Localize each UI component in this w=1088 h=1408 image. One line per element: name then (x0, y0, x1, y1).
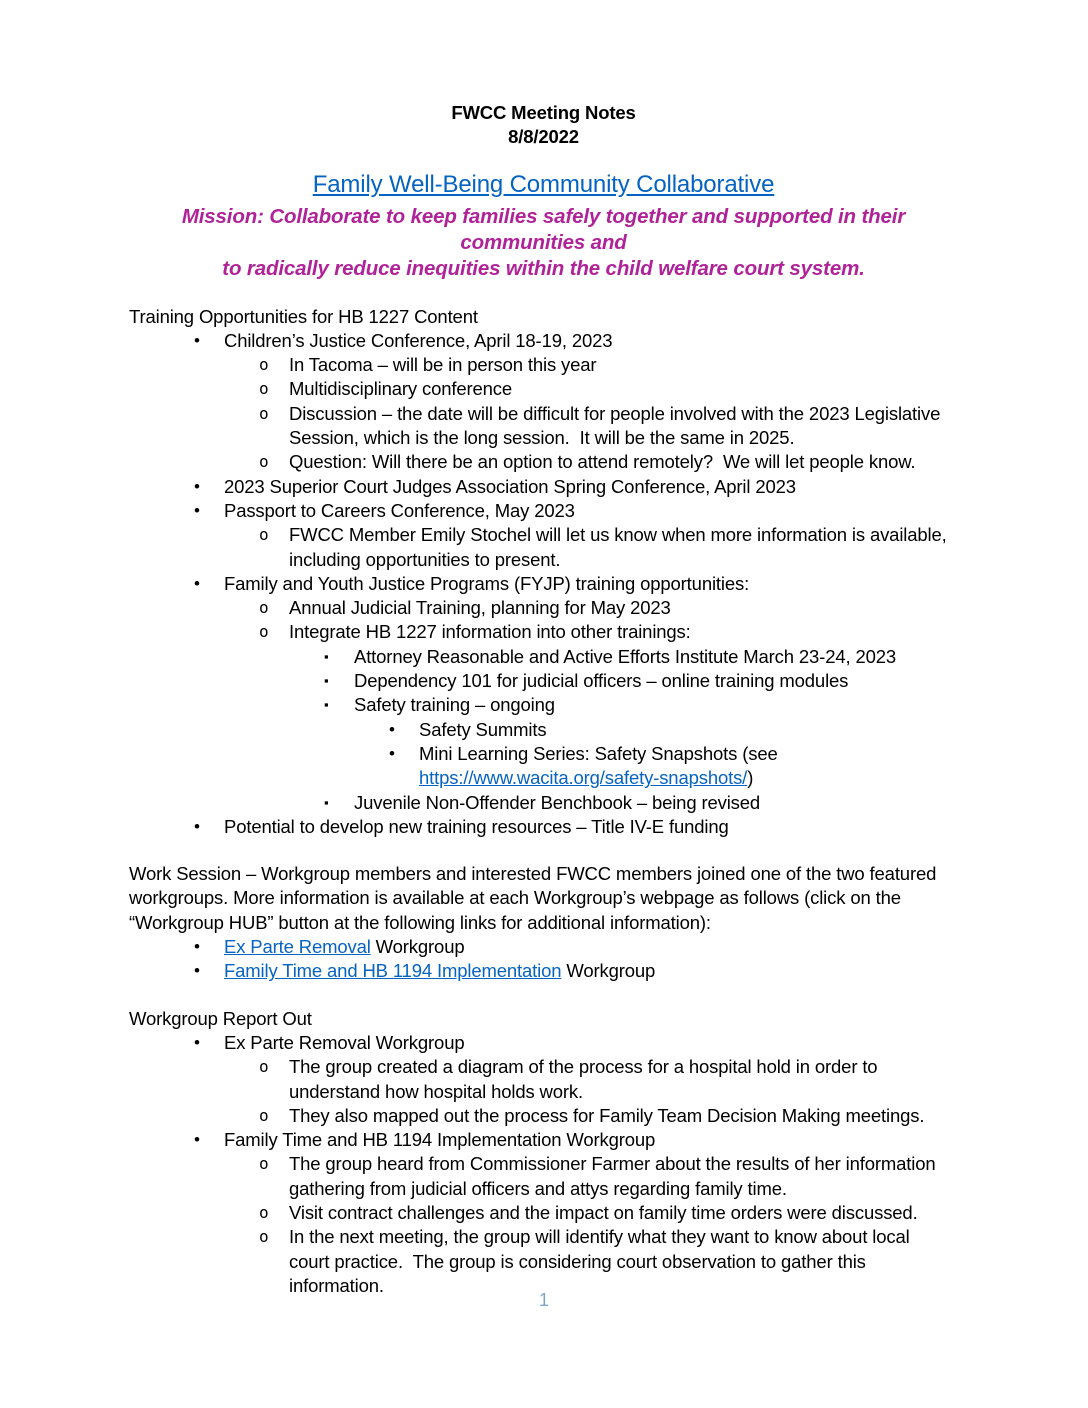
bullet-line (289, 1250, 958, 1274)
bullet-marker: o (259, 403, 269, 423)
bullet-item (129, 450, 958, 474)
ex-parte-removal-link[interactable]: Ex Parte Removal (224, 936, 371, 958)
work-session-paragraph (129, 862, 958, 935)
bullet-line (289, 1177, 958, 1201)
bullet-item (129, 499, 958, 523)
bullet-marker: o (259, 525, 269, 545)
text-run: ) (747, 767, 754, 789)
bullet-item (129, 815, 958, 839)
text-run: Question: Will there be an option to attend remotely? We will let people know. (289, 451, 916, 473)
bullet-item (129, 1055, 958, 1104)
bullet-marker: ▪ (324, 648, 329, 664)
bullet-marker: ▪ (324, 673, 329, 689)
paragraph-line (129, 305, 958, 329)
text-run: gathering from judicial officers and attys regarding family time. (289, 1177, 787, 1199)
bullet-line (419, 718, 958, 742)
bullet-line (224, 1031, 958, 1055)
safety-snapshots-link[interactable]: https://www.wacita.org/safety-snapshots/ (419, 767, 748, 789)
text-run: In the next meeting, the group will identify what they want to know about local (289, 1226, 910, 1248)
bullet-line (224, 815, 958, 839)
text-run: Attorney Reasonable and Active Efforts Institute March 23-24, 2023 (354, 645, 897, 667)
section-heading-report-out (129, 1007, 958, 1031)
bullet-line (289, 402, 958, 426)
text-run: Annual Judicial Training, planning for May 2023 (289, 597, 671, 619)
mission-line: to radically reduce inequities within the child welfare court system. (222, 256, 865, 280)
bullet-marker: o (259, 1105, 269, 1125)
document-body (129, 101, 958, 1298)
bullet-marker: • (194, 816, 200, 836)
text-run: Children’s Justice Conference, April 18-19, 2023 (224, 329, 613, 351)
text-run: Training Opportunities for HB 1227 Content (129, 305, 478, 327)
bullet-marker: • (194, 330, 200, 350)
text-run: Multidisciplinary conference (289, 378, 513, 400)
bullet-item (129, 959, 958, 983)
bullet-item (129, 1201, 958, 1225)
text-run: Family Time and HB 1194 Implementation Workgroup (224, 1129, 656, 1151)
bullet-item (129, 572, 958, 596)
bullet-line (224, 959, 958, 983)
bullet-line (289, 426, 958, 450)
text-run: Passport to Careers Conference, May 2023 (224, 499, 575, 521)
text-run: The group heard from Commissioner Farmer about the results of her information (289, 1153, 936, 1175)
bullet-line (289, 353, 958, 377)
bullet-item (129, 1104, 958, 1128)
section-heading-training (129, 305, 958, 329)
mission-line: Mission: Collaborate to keep families safely together and supported in their communities and (181, 204, 911, 254)
text-run: Safety Summits (419, 718, 547, 740)
bullet-marker: • (194, 1130, 200, 1150)
doc-title: FWCC Meeting Notes (451, 102, 636, 123)
bullet-item (129, 1152, 958, 1201)
text-run: In Tacoma – will be in person this year (289, 354, 597, 376)
bullet-item (129, 475, 958, 499)
bullet-line (289, 1225, 958, 1249)
text-run: court practice. The group is considering court observation to gather this (289, 1250, 866, 1272)
text-run: Visit contract challenges and the impact on family time orders were discussed. (289, 1201, 918, 1223)
paragraph-line (129, 1007, 958, 1031)
bullet-line (289, 596, 958, 620)
bullet-marker: o (259, 1154, 269, 1174)
bullet-line (419, 766, 958, 790)
bullet-item (129, 523, 958, 572)
bullet-line (289, 1055, 958, 1079)
bullet-line (289, 1152, 958, 1176)
bullet-marker: o (259, 1057, 269, 1077)
text-run: They also mapped out the process for Family Team Decision Making meetings. (289, 1104, 925, 1126)
text-run: Integrate HB 1227 information into other trainings: (289, 621, 691, 643)
text-run: Workgroup (370, 936, 465, 958)
bullet-line (224, 572, 958, 596)
page-number: 1 (538, 1290, 549, 1310)
bullet-line (354, 645, 958, 669)
bullet-item (129, 1128, 958, 1152)
bullet-marker: o (259, 355, 269, 375)
bullet-line (354, 669, 958, 693)
text-run: Juvenile Non-Offender Benchbook – being revised (354, 791, 761, 813)
doc-date: 8/8/2022 (508, 126, 579, 148)
text-run: The group created a diagram of the process for a hospital hold in order to (289, 1056, 878, 1078)
bullet-marker: • (194, 573, 200, 593)
bullet-item (129, 1225, 958, 1298)
bullet-marker: o (259, 1227, 269, 1247)
text-run: Family and Youth Justice Programs (FYJP) training opportunities: (224, 572, 750, 594)
bullet-item (129, 742, 958, 791)
paragraph-line (129, 862, 958, 886)
text-run: Dependency 101 for judicial officers – online training modules (354, 670, 849, 692)
bullet-line (224, 499, 958, 523)
bullet-marker: o (259, 1202, 269, 1222)
bullet-marker: ▪ (324, 697, 329, 713)
text-run: workgroups. More information is available at each Workgroup’s webpage as follows (click on the (129, 887, 901, 909)
text-run: Safety training – ongoing (354, 694, 555, 716)
text-run: Ex Parte Removal Workgroup (224, 1031, 465, 1053)
bullet-line (289, 548, 958, 572)
bullet-item (129, 935, 958, 959)
bullet-line (289, 450, 958, 474)
bullet-line (289, 1104, 958, 1128)
bullet-line (224, 935, 958, 959)
text-run: Potential to develop new training resources – Title IV-E funding (224, 815, 729, 837)
text-run: Mini Learning Series: Safety Snapshots (see (419, 742, 778, 764)
bullet-line (419, 742, 958, 766)
bullet-line (224, 329, 958, 353)
bullet-marker: • (389, 719, 395, 739)
bullet-marker: • (194, 500, 200, 520)
bullet-marker: • (194, 961, 200, 981)
text-run: Workgroup Report Out (129, 1007, 312, 1029)
bullet-line (224, 1128, 958, 1152)
bullet-line (354, 791, 958, 815)
bullet-item (129, 718, 958, 742)
bullet-item (129, 791, 958, 815)
bullet-marker: o (259, 452, 269, 472)
bullet-item (129, 329, 958, 353)
bullet-item (129, 402, 958, 451)
family-time-hb1194-link[interactable]: Family Time and HB 1194 Implementation (224, 960, 562, 982)
bullet-line (354, 693, 958, 717)
text-run: including opportunities to present. (289, 548, 561, 570)
bullet-line (289, 1201, 958, 1225)
text-run: Work Session – Workgroup members and interested FWCC members joined one of the two featured (129, 863, 937, 885)
bullet-item (129, 669, 958, 693)
paragraph-line (129, 911, 958, 935)
bullet-marker: • (389, 743, 395, 763)
text-run: “Workgroup HUB” button at the following links for additional information): (129, 911, 711, 933)
bullet-line (289, 620, 958, 644)
bullet-item (129, 693, 958, 717)
bullet-marker: o (259, 379, 269, 399)
bullet-line (289, 1080, 958, 1104)
bullet-item (129, 353, 958, 377)
bullet-marker: ▪ (324, 794, 329, 810)
bullet-item (129, 620, 958, 644)
org-title-row (129, 170, 958, 200)
bullet-marker: o (259, 598, 269, 618)
bullet-item (129, 645, 958, 669)
text-run: 2023 Superior Court Judges Association Spring Conference, April 2023 (224, 475, 796, 497)
bullet-marker: o (259, 622, 269, 642)
bullet-line (224, 475, 958, 499)
bullet-line (289, 523, 958, 547)
bullet-item (129, 377, 958, 401)
text-run: understand how hospital holds work. (289, 1080, 584, 1102)
text-run: information. (289, 1274, 384, 1296)
bullet-marker: • (194, 476, 200, 496)
paragraph-line (129, 886, 958, 910)
text-run: Discussion – the date will be difficult for people involved with the 2023 Legislative (289, 402, 941, 424)
bullet-line (289, 377, 958, 401)
bullet-item (129, 596, 958, 620)
bullet-marker: • (194, 937, 200, 957)
text-run: FWCC Member Emily Stochel will let us know when more information is available, (289, 524, 947, 546)
mission-statement (129, 204, 958, 282)
org-title-link[interactable]: Family Well-Being Community Collaborative (312, 170, 775, 198)
bullet-item (129, 1031, 958, 1055)
text-run: Session, which is the long session. It will be the same in 2025. (289, 427, 795, 449)
text-run: Workgroup (561, 960, 656, 982)
bullet-marker: • (194, 1032, 200, 1052)
